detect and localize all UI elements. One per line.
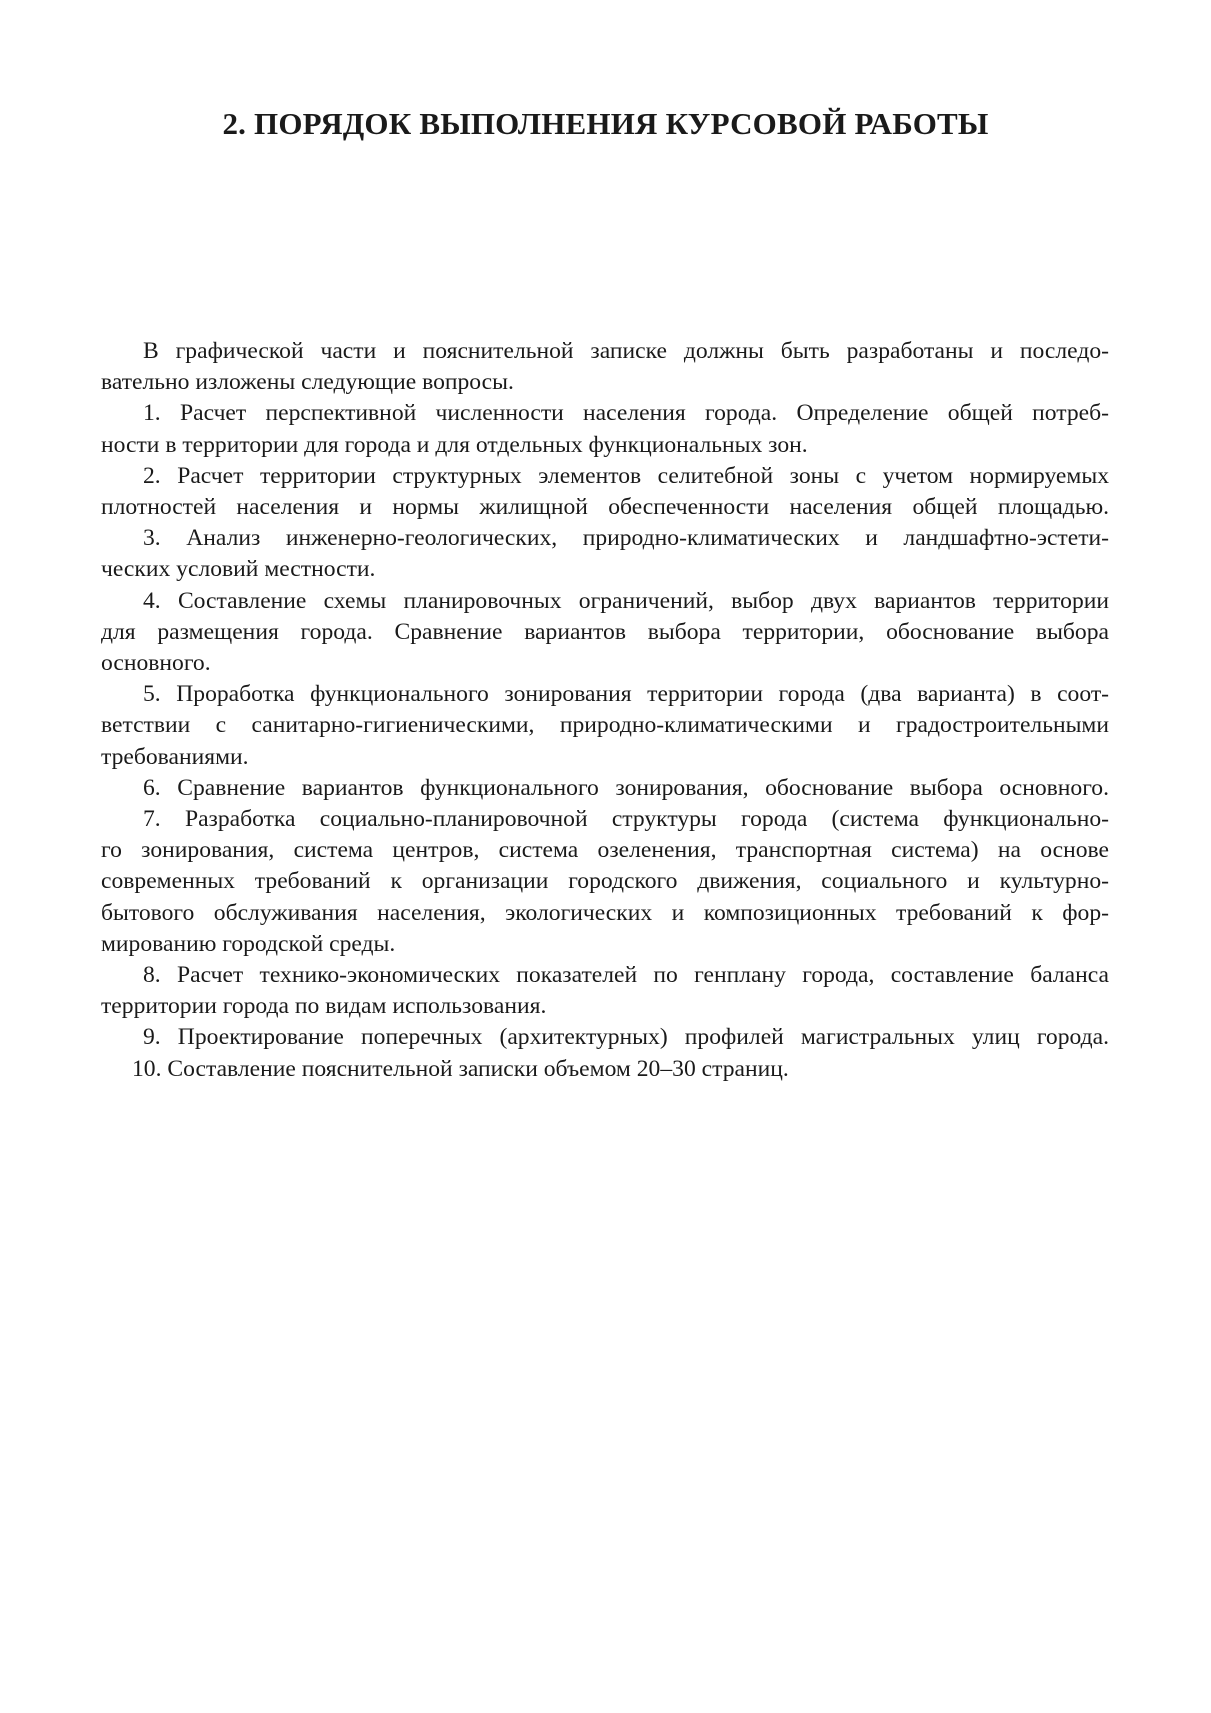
list-item <box>101 461 1109 523</box>
text-line: 2. Расчет территории структурных элементов селитебной зоны с учетом нормируемых <box>143 462 1109 489</box>
text-line: основного. <box>101 650 211 677</box>
text-line: 6. Сравнение вариантов функционального зонирования, обоснование выбора основного. <box>143 774 1109 801</box>
document-body <box>101 336 1109 1085</box>
text-line: для размещения города. Сравнение вариантов выбора территории, обоснование выбора <box>101 618 1109 645</box>
text-line: требованиями. <box>101 743 249 770</box>
list-item <box>101 1022 1109 1053</box>
list-item <box>101 804 1109 960</box>
text-line: мированию городской среды. <box>101 930 396 957</box>
text-line: 10. Составление пояснительной записки объемом 20–30 страниц. <box>132 1055 789 1082</box>
text-line: ветствии с санитарно-гигиеническими, природно-климатическими и градостроительными <box>101 712 1109 739</box>
text-line: 8. Расчет технико-экономических показателей по генплану города, составление баланса <box>143 962 1109 989</box>
text-line: бытового обслуживания населения, экологических и композиционных требований к фор- <box>101 899 1109 926</box>
section-title: 2. ПОРЯДОК ВЫПОЛНЕНИЯ КУРСОВОЙ РАБОТЫ <box>222 106 989 141</box>
text-line: современных требований к организации городского движения, социального и культурно- <box>101 868 1109 895</box>
list-item <box>101 960 1109 1022</box>
text-line: территории города по видам использования. <box>101 993 547 1020</box>
text-line: вательно изложены следующие вопросы. <box>101 369 514 396</box>
list-item <box>101 586 1109 680</box>
text-line: ческих условий местности. <box>101 556 376 583</box>
text-line: 9. Проектирование поперечных (архитектурных) профилей магистральных улиц города. <box>143 1024 1109 1051</box>
text-line: плотностей населения и нормы жилищной обеспеченности населения общей площадью. <box>101 494 1109 521</box>
text-line: 4. Составление схемы планировочных ограничений, выбор двух вариантов территории <box>143 587 1109 614</box>
text-line: 7. Разработка социально-планировочной структуры города (система функционально- <box>143 806 1109 833</box>
list-item <box>101 773 1109 804</box>
text-line: ности в территории для города и для отдельных функциональных зон. <box>101 431 808 458</box>
text-line: го зонирования, система центров, система озеленения, транспортная система) на основе <box>101 837 1109 864</box>
list-item <box>101 398 1109 460</box>
text-line: 3. Анализ инженерно-геологических, природно-климатических и ландшафтно-эстети- <box>143 525 1109 552</box>
intro-paragraph <box>101 336 1109 398</box>
list-item <box>101 679 1109 773</box>
list-item <box>101 1054 1109 1085</box>
list-item <box>101 523 1109 585</box>
text-line: 5. Проработка функционального зонирования территории города (два варианта) в соот- <box>143 681 1109 708</box>
text-line: В графической части и пояснительной записке должны быть разработаны и последо- <box>143 338 1109 364</box>
text-line: 1. Расчет перспективной численности населения города. Определение общей потреб- <box>143 400 1109 427</box>
